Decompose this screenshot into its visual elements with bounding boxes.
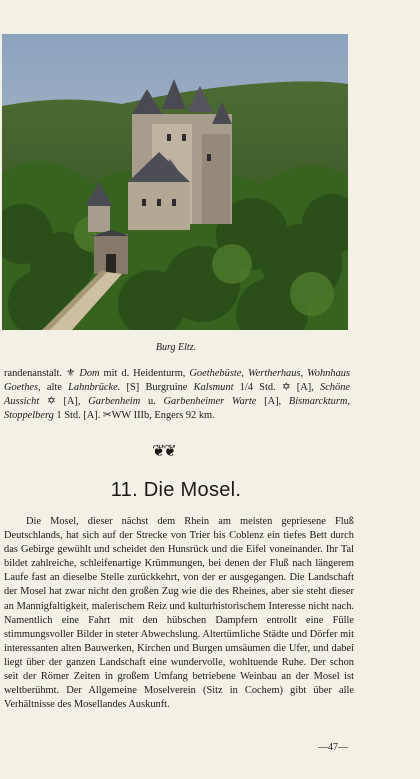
text-segment: ✡ [A], — [39, 396, 89, 407]
text-segment: 1/4 Std. ✡ [A], — [233, 382, 320, 393]
castle-illustration — [2, 34, 348, 330]
italic-text-segment: Garbenheim — [88, 396, 141, 407]
text-segment: mit d. Heidenturm, — [99, 368, 190, 379]
text-segment: alte — [40, 382, 69, 393]
italic-text-segment: Garbenheimer Warte — [163, 396, 257, 407]
previous-section-text — [4, 367, 350, 423]
text-segment: [A], — [256, 396, 289, 407]
text-segment: 1 Std. [A]. — [53, 410, 103, 421]
text-segment: randenanstalt. — [4, 368, 66, 379]
text-segment: u. — [140, 396, 164, 407]
chapter-title: 11. Die Mosel. — [110, 479, 242, 501]
section-divider-ornament: ❦❦ — [152, 441, 175, 460]
italic-text-segment: Schöne Aussicht — [4, 382, 351, 407]
italic-text-segment: Lahnbrücke. — [68, 382, 121, 393]
italic-text-segment: Bismarckturm, Stoppelberg — [4, 396, 350, 421]
text-segment: [S] Burgruine — [120, 382, 194, 393]
chapter-body — [4, 515, 354, 712]
italic-text-segment: Kalsmunt — [193, 382, 234, 393]
photo-caption: Burg Eltz. — [155, 342, 197, 353]
italic-text-segment: Goethebüste, Wertherhaus, Wohnhaus Goethes, — [4, 368, 351, 393]
text-segment: ✂WW IIIb, Engers 92 km. — [102, 410, 215, 421]
text-segment: ⚜ — [66, 368, 80, 379]
castle-photo — [2, 34, 348, 330]
italic-text-segment: Dom — [79, 368, 100, 379]
body-paragraph: Die Mosel, dieser nächst dem Rhein am meisten gepriesene Fluß Deutschlands, hat sich auf der Strecke von Trier bis Coblenz ein tiefes Bett durch das Gebirge gewühlt und scheidet den Hunsrück und die Eifel voneinander. Ihr Tal bildet zahlreiche, schleifenartige Krümmungen, bei denen der Fluß nach längerem Laufe fast an dieselbe Stelle zurückkehrt, von der er ausgegangen. Die Landschaft der Mosel hat zwar nicht den großen Zug wie die des Rheines, aber sie steht dieser an Mannigfaltigkeit, malerischem Reiz und kulturhistorischem Interesse nicht nach. Namentlich eine Fahrt mit den hübschen Dampfern entrollt eine Fülle stimmungsvoller Bilder in steter Abwechslung. Altertümliche Städte und Dörfer mit interessanten alten Bauwerken, Kirchen und Burgen umsäumen die Ufer, und dabei liegt über der ganzen Landschaft eine wundervolle, wohltuende Ruhe. Der schon seit der Römer Zeiten in großem Umfang betriebene Weinbau an der Mosel ist weltberühmt. Der Allgemeine Moselverein (Sitz in Cochem) gibt über alle Verhältnisse des Mosellandes Auskunft. — [4, 516, 354, 711]
page-number: —47— — [318, 742, 348, 753]
